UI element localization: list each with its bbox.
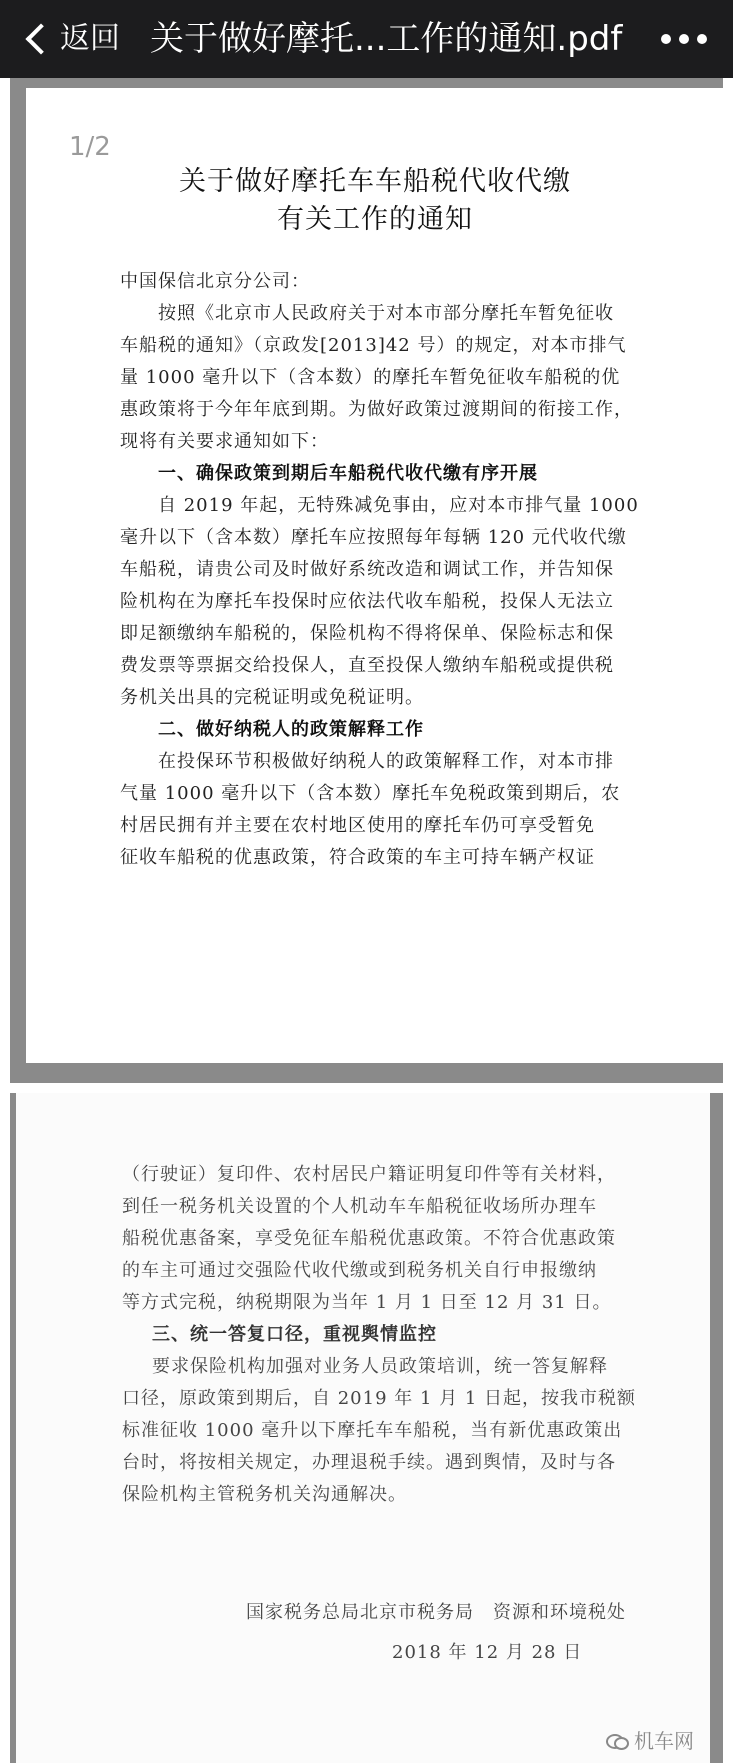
page-separator — [0, 1083, 733, 1093]
section3-line: 保险机构主管税务机关沟通解决。 — [122, 1484, 407, 1505]
section1-line: 费发票等票据交给投保人，直至投保人缴纳车船税或提供税 — [120, 655, 614, 676]
section3-line: 要求保险机构加强对业务人员政策培训，统一答复解释 — [152, 1356, 608, 1377]
signature-organization: 国家税务总局北京市税务局 资源和环境税处 — [246, 1602, 626, 1623]
pdf-viewer-page-2-area[interactable] — [10, 1093, 723, 1763]
pdf-viewer[interactable] — [10, 78, 723, 1083]
page-indicator: 1/2 — [69, 132, 111, 162]
document-title: 关于做好摩托...工作的通知.pdf — [150, 19, 623, 59]
continuation-line: 到任一税务机关设置的个人机动车车船税征收场所办理车 — [122, 1196, 597, 1217]
watermark-text: 机车网 — [634, 1729, 694, 1753]
top-navigation-bar — [0, 0, 733, 78]
intro-line: 车船税的通知》（京政发[2013]42 号）的规定，对本市排气 — [120, 335, 627, 356]
signature-date: 2018 年 12 月 28 日 — [392, 1642, 583, 1663]
section2-line: 在投保环节积极做好纳税人的政策解释工作，对本市排 — [158, 751, 614, 772]
continuation-line: 船税优惠备案，享受免征车船税优惠政策。不符合优惠政策 — [122, 1228, 616, 1249]
section3-line: 标准征收 1000 毫升以下摩托车车船税，当有新优惠政策出 — [122, 1420, 623, 1441]
section3-line: 台时，将按相关规定，办理退税手续。遇到舆情，及时与各 — [122, 1452, 616, 1473]
back-button[interactable] — [22, 18, 120, 60]
dot — [697, 34, 707, 44]
section1-line: 自 2019 年起，无特殊减免事由，应对本市排气量 1000 — [158, 495, 639, 516]
more-dots-icon[interactable] — [661, 26, 707, 52]
intro-line: 按照《北京市人民政府关于对本市部分摩托车暂免征收 — [158, 303, 614, 324]
section-heading-1: 一、确保政策到期后车船税代收代缴有序开展 — [158, 463, 538, 484]
section-heading-2: 二、做好纳税人的政策解释工作 — [158, 719, 424, 740]
section1-line: 务机关出具的完税证明或免税证明。 — [120, 687, 424, 708]
chevron-left-icon — [25, 23, 56, 54]
section1-line: 险机构在为摩托车投保时应依法代收车船税，投保人无法立 — [120, 591, 614, 612]
section1-line: 车船税，请贵公司及时做好系统改造和调试工作，并告知保 — [120, 559, 614, 580]
document-heading-line-2: 有关工作的通知 — [277, 204, 473, 235]
section1-line: 毫升以下（含本数）摩托车应按照每年每辆 120 元代收代缴 — [120, 527, 627, 548]
continuation-line: （行驶证）复印件、农村居民户籍证明复印件等有关材料， — [122, 1164, 616, 1185]
pdf-page-1 — [26, 88, 724, 1063]
section2-line: 村居民拥有并主要在农村地区使用的摩托车仍可享受暂免 — [120, 815, 595, 836]
dot — [661, 34, 671, 44]
continuation-line: 等方式完税，纳税期限为当年 1 月 1 日至 12 月 31 日。 — [122, 1292, 612, 1313]
continuation-line: 的车主可通过交强险代收代缴或到税务机关自行申报缴纳 — [122, 1260, 597, 1281]
intro-line: 量 1000 毫升以下（含本数）的摩托车暂免征收车船税的优 — [120, 367, 621, 388]
salutation: 中国保信北京分公司： — [120, 271, 310, 292]
intro-line: 现将有关要求通知如下： — [120, 431, 329, 452]
source-watermark — [606, 1725, 694, 1754]
document-heading-line-1: 关于做好摩托车车船税代收代缴 — [179, 166, 571, 197]
back-label: 返回 — [60, 21, 120, 56]
wechat-icon — [606, 1732, 628, 1748]
section-heading-3: 三、统一答复口径，重视舆情监控 — [152, 1324, 437, 1345]
pdf-page-2 — [16, 1093, 710, 1763]
section3-line: 口径，原政策到期后，自 2019 年 1 月 1 日起，按我市税额 — [122, 1388, 637, 1409]
intro-line: 惠政策将于今年年底到期。为做好政策过渡期间的衔接工作， — [120, 399, 633, 420]
section2-line: 气量 1000 毫升以下（含本数）摩托车免税政策到期后，农 — [120, 783, 621, 804]
section2-line: 征收车船税的优惠政策，符合政策的车主可持车辆产权证 — [120, 847, 595, 868]
section1-line: 即足额缴纳车船税的，保险机构不得将保单、保险标志和保 — [120, 623, 614, 644]
dot — [679, 34, 689, 44]
